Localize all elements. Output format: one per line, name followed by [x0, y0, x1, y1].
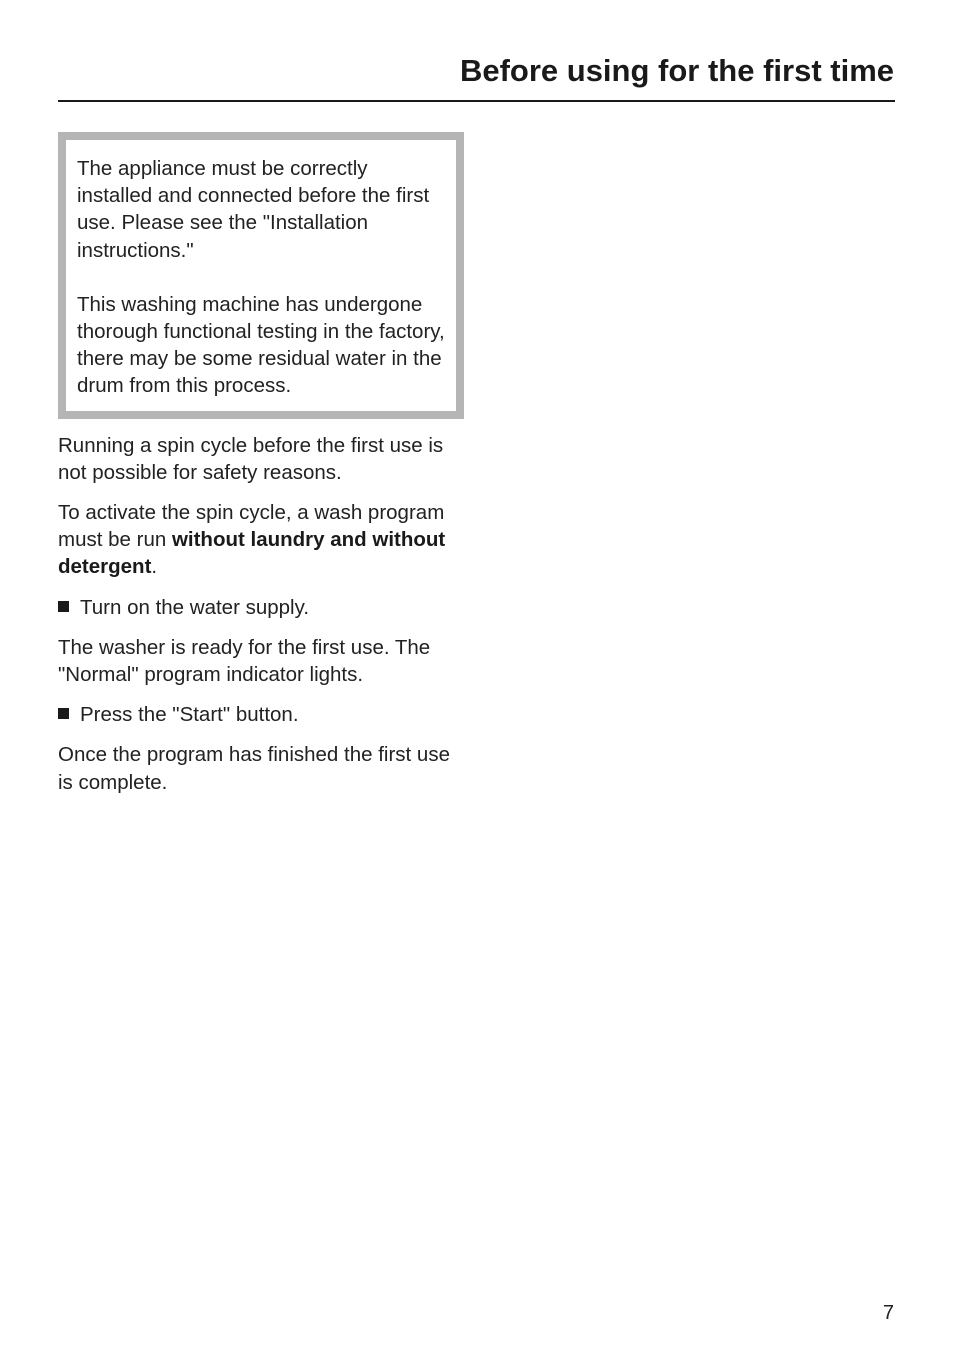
activate-spin-period: . — [151, 555, 158, 579]
notice-residual-water-text: This washing machine has undergone thorough functional testing in the factory, there may be some residual water in the drum from this process. — [77, 292, 445, 398]
title-divider — [58, 100, 895, 102]
square-bullet-icon — [58, 601, 69, 612]
first-use-complete-paragraph: Once the program has finished the first use is complete. — [58, 743, 450, 794]
notice-installation-text: The appliance must be correctly installed and connected before the first use. Please see the "Installation instructions." — [77, 157, 430, 262]
notice-box — [58, 132, 464, 419]
spin-cycle-paragraph: Running a spin cycle before the first use is not possible for safety reasons. — [58, 433, 444, 484]
page-title: Before using for the first time — [459, 53, 894, 88]
activate-spin-text: To activate the spin cycle, a wash program must be run — [58, 501, 445, 552]
step-water-supply-text: Turn on the water supply. — [80, 595, 310, 619]
step-water-supply — [58, 594, 464, 621]
step-press-start — [58, 701, 464, 728]
square-bullet-icon — [58, 708, 69, 719]
page-number: 7 — [882, 1302, 894, 1324]
content-column — [58, 132, 464, 796]
step-press-start-text: Press the "Start" button. — [80, 703, 299, 727]
washer-ready-paragraph: The washer is ready for the first use. The "Normal" program indicator lights. — [58, 635, 431, 687]
activate-spin-paragraph — [58, 499, 464, 581]
activate-spin-emphasis: without laundry and without detergent — [58, 528, 446, 579]
